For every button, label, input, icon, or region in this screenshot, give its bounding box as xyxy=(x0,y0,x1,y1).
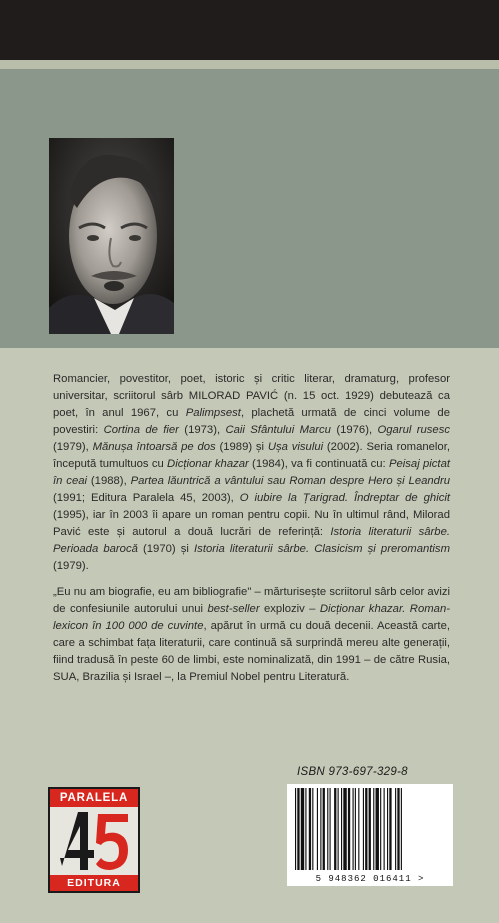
bio-title-2: Cortina de fier xyxy=(103,424,179,436)
quote-title-dictionary: Dicționar khazar. Roman-lexicon în 100 000 de cuvinte xyxy=(53,603,450,632)
top-dark-band xyxy=(0,0,499,60)
quote-term-bestseller: best-seller xyxy=(207,603,260,615)
barcode xyxy=(287,784,453,886)
bio-text-3: (1973), xyxy=(178,424,226,436)
author-quote-paragraph xyxy=(53,584,450,686)
bio-text-8: (1984), va fi continuată cu: xyxy=(248,458,389,470)
bio-text-11: (1995), iar în 2003 îi apare un roman pentru copii. Nu în ultimul rând, Milorad Pavić este și autorul a două lucrări de referință: xyxy=(53,509,450,538)
bio-title-4: Ogarul rusesc xyxy=(377,424,450,436)
bio-text-5: (1979), xyxy=(53,441,93,453)
light-stripe xyxy=(0,60,499,69)
bio-title-3: Caii Sfântului Marcu xyxy=(225,424,331,436)
author-portrait xyxy=(49,138,174,334)
bio-title-11: Istoria literaturii sârbe. Perioada barocă xyxy=(53,526,450,555)
logo-number-graphic xyxy=(56,808,132,875)
barcode-bars xyxy=(287,784,453,872)
logo-top-label: PARALELA xyxy=(50,789,138,807)
isbn-label: ISBN 973-697-329-8 xyxy=(297,766,408,778)
logo-bottom-label: EDITURA xyxy=(50,875,138,891)
bio-title-12: Istoria literaturii sârbe. Clasicism și preromantism xyxy=(194,543,450,555)
barcode-digits: 5 948362 016411 > xyxy=(315,874,425,884)
bio-text-10: (1991; Editura Paralela 45, 2003), xyxy=(53,492,240,504)
bio-text-4: (1976), xyxy=(330,424,378,436)
bio-text-13: (1979). xyxy=(53,560,89,572)
bio-text-7: (2002). Seria romanelor, începută tumultuos cu xyxy=(53,441,450,470)
bio-title-8: Peisaj pictat în ceai xyxy=(53,458,450,487)
bio-title-6: Ușa visului xyxy=(267,441,324,453)
author-biography xyxy=(53,371,450,575)
bio-title-5: Mănușa întoarsă pe dos xyxy=(92,441,216,453)
quote-text-1: „Eu nu am biografie, eu am bibliografie" – mărturisește scriitorul sârb celor avizi de confesiunile autorului unui xyxy=(53,586,450,615)
bio-title-10: O iubire la Țarigrad. Îndreptar de ghicit xyxy=(239,492,450,504)
bio-title-9: Partea lăuntrică a vântului sau Roman despre Hero și Leandru xyxy=(130,475,450,487)
publisher-logo xyxy=(48,787,140,893)
bio-text-2: , plachetă urmată de cinci volume de povestiri: xyxy=(53,407,450,436)
bio-text-6: (1989) și xyxy=(215,441,268,453)
bio-text-1: Romancier, povestitor, poet, istoric și critic literar, dramaturg, profesor universitar, scriitorul sârb MILORAD PAVIĆ (n. 15 oct. 1929) debutează ca poet, în anul 1967, cu xyxy=(53,373,450,419)
bio-text-12: (1970) și xyxy=(137,543,195,555)
quote-text-3: , apărut în urmă cu două decenii. Această carte, care a schimbat fața literaturii, care continuă să surprindă mereu alte generații, fiind tradusă în peste 60 de limbi, este nominalizată, din 1991 – de către Rusia, SUA, Brazilia și Israel –, la Premiul Nobel pentru Literatură. xyxy=(53,620,450,683)
bio-title-palimpsest: Palimpsest xyxy=(185,407,241,419)
bio-text-9: (1988), xyxy=(87,475,131,487)
bio-title-7: Dicționar khazar xyxy=(167,458,249,470)
quote-text-2: exploziv – xyxy=(259,603,320,615)
